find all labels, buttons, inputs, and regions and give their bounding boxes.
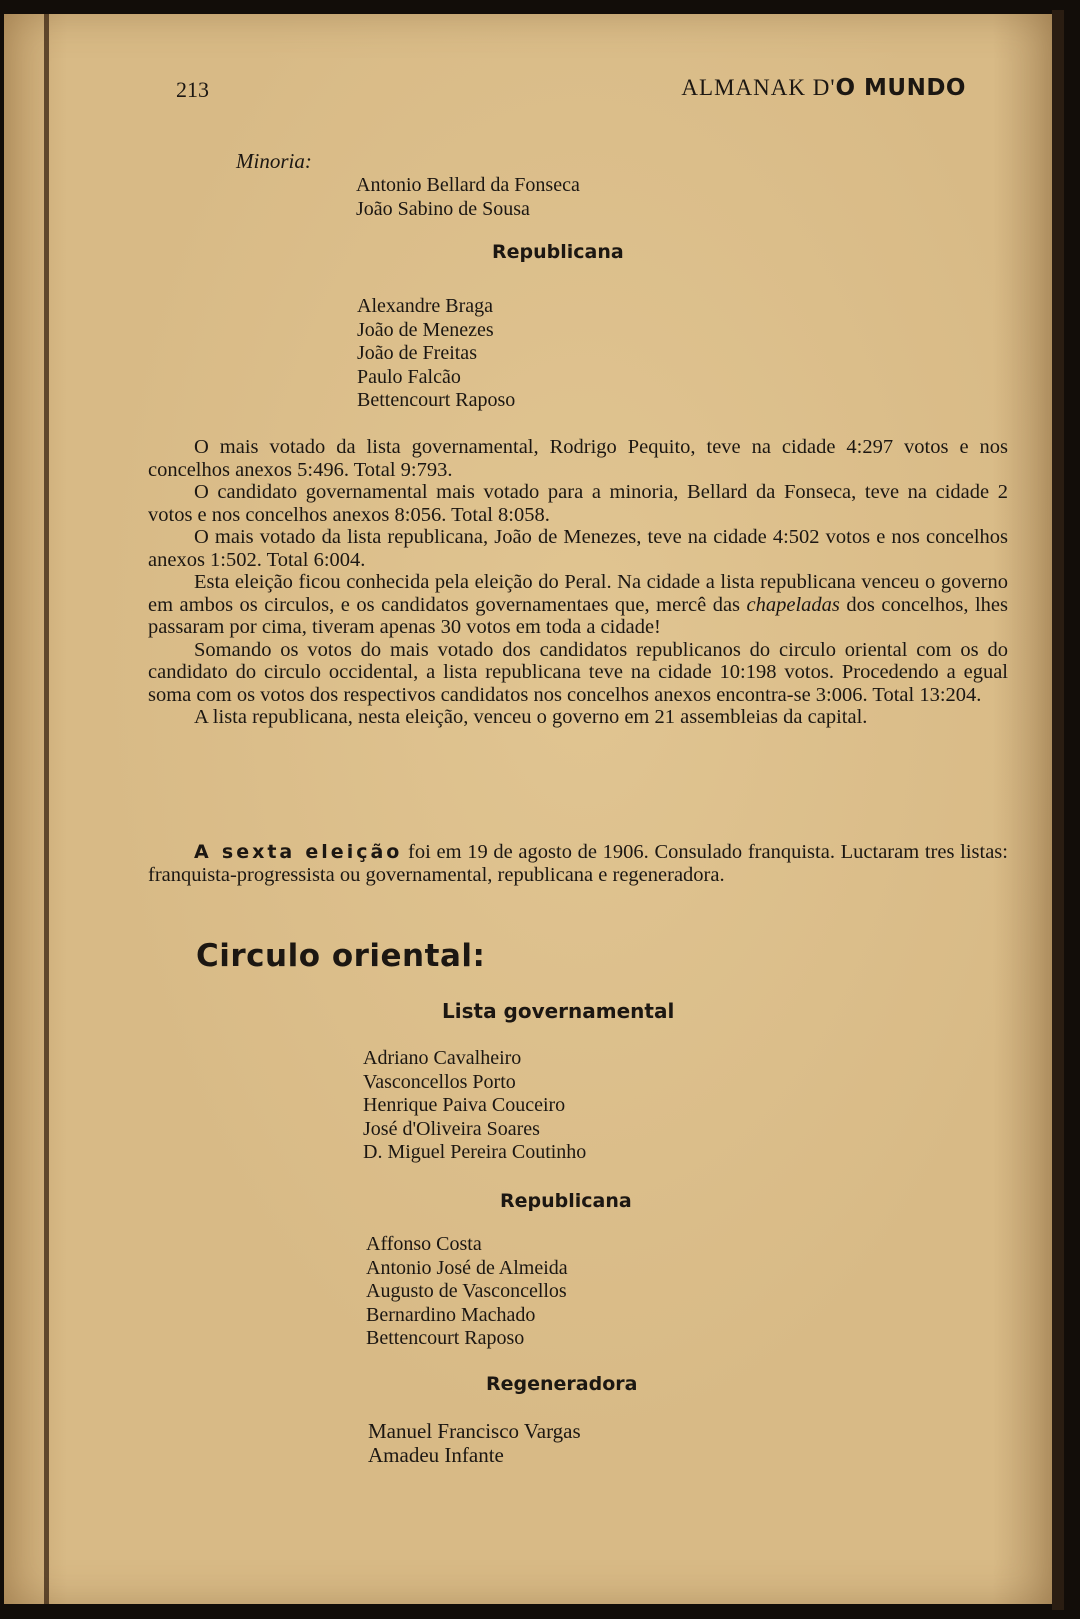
paragraph-peral: Esta eleição ficou conhecida pela eleição do Peral. Na cidade a lista republicana venceu o governo em ambos os circulos, e os candidatos governamentaes que, mercê das chapeladas dos concelhos, lhes passaram por cima, tiveram apenas 30 votos em toda a cidade! xyxy=(148,571,1008,638)
paragraph: O mais votado da lista republicana, João de Menezes, teve na cidade 4:502 votos e nos concelhos anexos 1:502. Total 6:004. xyxy=(148,526,1008,571)
list-item: Bettencourt Raposo xyxy=(357,389,516,411)
regeneradora-heading: Regeneradora xyxy=(486,1373,638,1395)
italic-term: chapeladas xyxy=(746,593,840,616)
list-item: Adriano Cavalheiro xyxy=(363,1047,522,1069)
republicana-list-2 xyxy=(366,1233,568,1351)
list-item: Amadeu Infante xyxy=(368,1442,504,1467)
regeneradora-list xyxy=(368,1420,581,1467)
list-item: João de Freitas xyxy=(357,342,477,364)
page-gutter-line xyxy=(44,14,49,1604)
running-title-bold: O MUNDO xyxy=(835,75,966,101)
list-item: Henrique Paiva Couceiro xyxy=(363,1094,566,1116)
list-item: Augusto de Vasconcellos xyxy=(366,1280,567,1302)
governamental-heading: Lista governamental xyxy=(442,999,675,1023)
republicana-list-1 xyxy=(357,295,515,413)
running-title-prefix: ALMANAK D' xyxy=(681,75,836,100)
paragraph-sexta: A sexta eleição foi em 19 de agosto de 1906. Consulado franquista. Luctaram tres listas: franquista-progressista ou governamental, republicana e regeneradora. xyxy=(148,841,1008,886)
list-item: Bernardino Machado xyxy=(366,1303,536,1326)
sexta-eleicao-text xyxy=(148,841,1008,886)
paragraph: O candidato governamental mais votado para a minoria, Bellard da Fonseca, teve na cidade 2 votos e nos concelhos anexos 8:056. Total 8:058. xyxy=(148,481,1008,526)
list-item: Paulo Falcão xyxy=(357,365,461,388)
list-item: Bettencourt Raposo xyxy=(366,1327,525,1349)
running-header xyxy=(176,73,966,105)
list-item: Antonio José de Almeida xyxy=(366,1256,568,1279)
page-edge xyxy=(1052,10,1064,1610)
list-item: João Sabino de Sousa xyxy=(356,197,530,220)
paragraph: A lista republicana, nesta eleição, venceu o governo em 21 assembleias da capital. xyxy=(194,706,868,728)
spaced-heading: A sexta eleição xyxy=(194,841,403,863)
governamental-list xyxy=(363,1047,586,1165)
list-item: José d'Oliveira Soares xyxy=(363,1117,540,1140)
list-item: Antonio Bellard da Fonseca xyxy=(356,174,580,196)
minoria-label: Minoria: xyxy=(236,149,312,173)
paragraph: Somando os votos do mais votado dos candidatos republicanos do circulo oriental com os do candidato do circulo occidental, a lista republicana teve na cidade 10:198 votos. Procedendo a egual soma com os votos dos respectivos candidatos nos concelhos anexos encontra-se 3:006. Total 13:204. xyxy=(148,638,1008,706)
page-number: 213 xyxy=(176,77,209,102)
list-item: Vasconcellos Porto xyxy=(363,1070,516,1093)
minoria-list xyxy=(356,174,580,221)
republicana-heading-1: Republicana xyxy=(492,241,624,263)
paragraph: O mais votado da lista governamental, Rodrigo Pequito, teve na cidade 4:297 votos e nos concelhos anexos 5:496. Total 9:793. xyxy=(148,436,1008,481)
running-title xyxy=(681,75,966,101)
list-item: D. Miguel Pereira Coutinho xyxy=(363,1141,587,1163)
results-text xyxy=(148,436,1008,729)
list-item: João de Menezes xyxy=(357,318,494,341)
section-title: Circulo oriental: xyxy=(196,938,486,974)
list-item: Alexandre Braga xyxy=(357,295,494,317)
list-item: Manuel Francisco Vargas xyxy=(368,1419,581,1443)
list-item: Affonso Costa xyxy=(366,1233,482,1255)
republicana-heading-2: Republicana xyxy=(500,1190,632,1212)
